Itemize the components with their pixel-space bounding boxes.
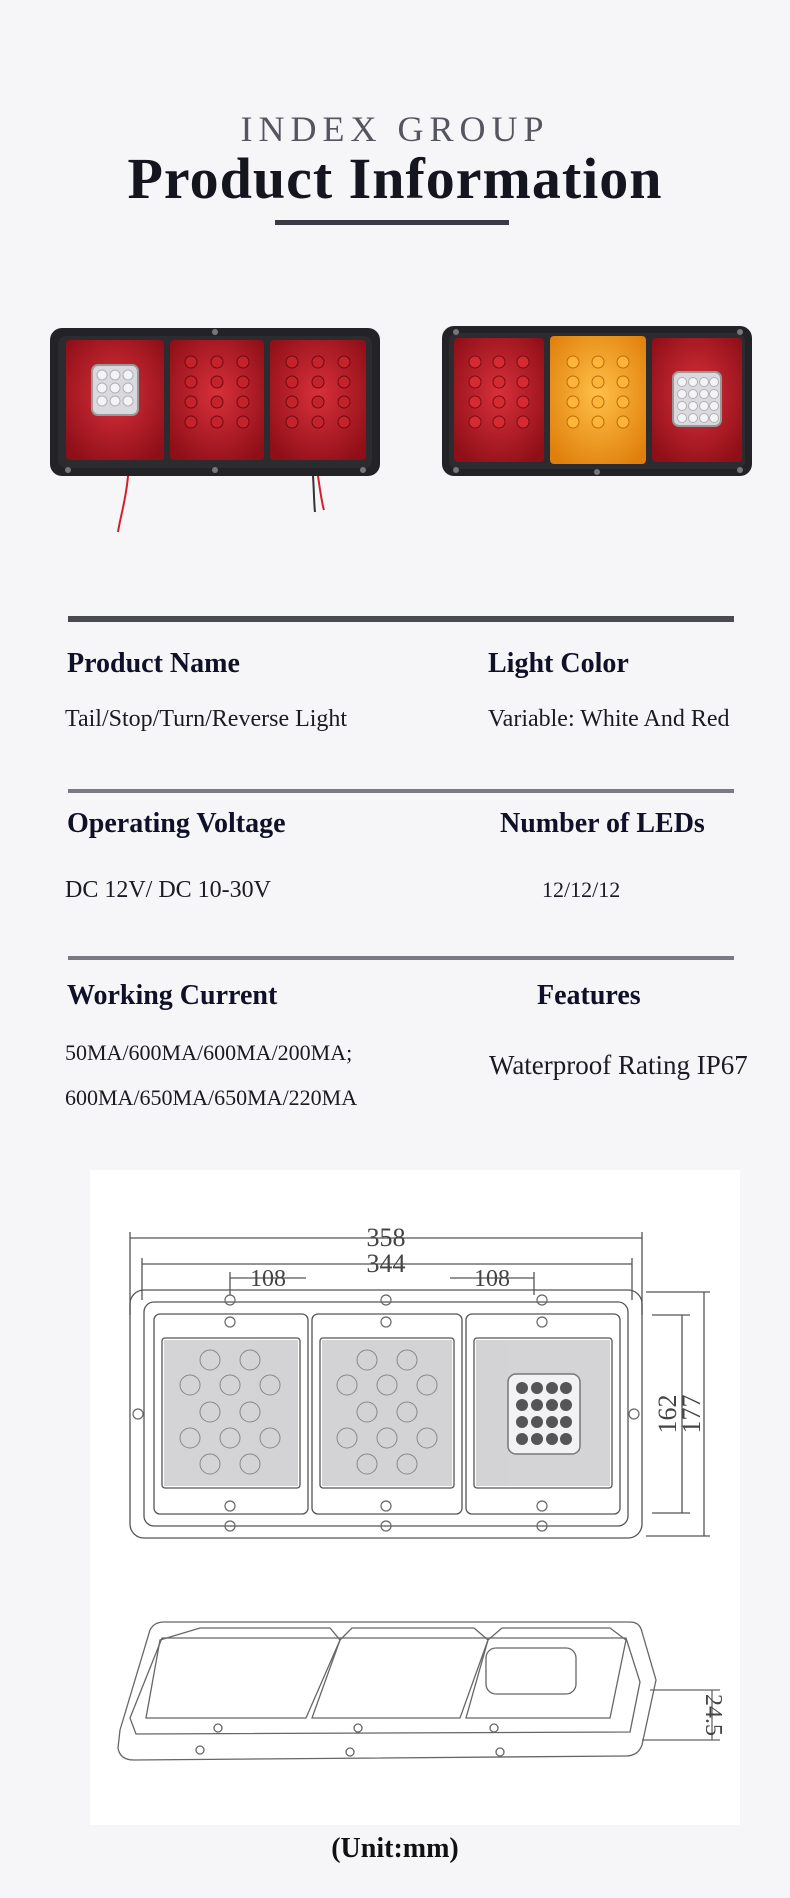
operating-voltage-label: Operating Voltage xyxy=(67,808,286,839)
features-label: Features xyxy=(537,980,641,1011)
dimension-diagram-panel xyxy=(90,1170,740,1825)
brand-eyebrow: INDEX GROUP xyxy=(240,109,550,149)
product-name-value: Tail/Stop/Turn/Reverse Light xyxy=(65,706,348,732)
spec-rule-2 xyxy=(68,956,734,960)
dim-inner-width: 344 xyxy=(366,1249,406,1278)
tail-light-amber-image xyxy=(440,320,755,480)
dim-depth: 24.5 xyxy=(700,1694,726,1736)
working-current-value-line1: 50MA/600MA/600MA/200MA; xyxy=(65,1040,353,1065)
features-value: Waterproof Rating IP67 xyxy=(489,1050,748,1080)
spec-rule-1 xyxy=(68,789,734,793)
working-current-label: Working Current xyxy=(67,980,278,1011)
dim-left-section: 108 xyxy=(250,1266,286,1292)
light-color-label: Light Color xyxy=(488,648,629,679)
dim-total-width: 358 xyxy=(366,1223,406,1252)
dim-right-section: 108 xyxy=(474,1266,510,1292)
light-color-value: Variable: White And Red xyxy=(488,706,730,732)
dim-inner-height: 162 xyxy=(653,1394,682,1434)
spec-top-rule xyxy=(68,616,734,622)
unit-note: (Unit:mm) xyxy=(331,1833,459,1864)
working-current-value-line2: 600MA/650MA/650MA/220MA xyxy=(65,1085,358,1110)
page-title: Product Information xyxy=(127,146,663,211)
operating-voltage-value: DC 12V/ DC 10-30V xyxy=(65,877,272,903)
product-name-label: Product Name xyxy=(67,648,240,679)
number-of-leds-label: Number of LEDs xyxy=(500,808,705,839)
tail-light-red-image xyxy=(48,320,383,540)
dim-total-height: 177 xyxy=(677,1394,706,1434)
number-of-leds-value: 12/12/12 xyxy=(542,877,621,902)
dimension-diagram xyxy=(90,1170,740,1825)
title-underline xyxy=(275,220,509,225)
